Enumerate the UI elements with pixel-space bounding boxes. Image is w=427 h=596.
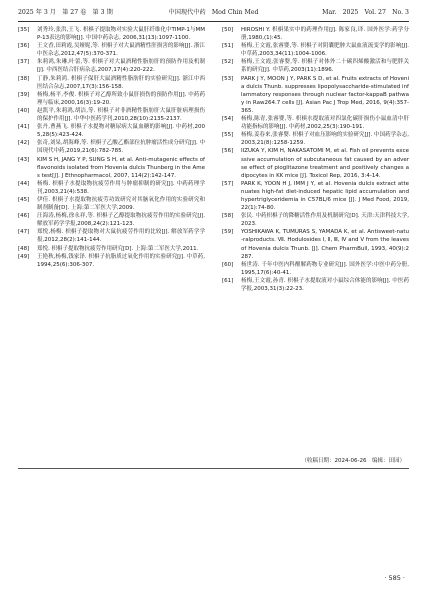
reference-text: 刘秀玲,张洪,王飞. 枳椇子提取物对实验大鼠肝纤维化中TIMP-1与MMP-13表达的影响[J]. 中国中药杂志, 2006,31(13):1097-1100.	[37, 27, 205, 42]
reference-number: [36]	[18, 43, 30, 50]
reference-text: 王文香,田莉霞,吴娅妮,等. 枳椇子对大鼠酒精性肝损害的影响[J]. 浙江中医杂志,2012,47(5):370-371.	[37, 43, 205, 58]
reference-number: [41]	[18, 124, 30, 131]
reference-text: 张奇,刘杲,胡海峰,等. 枳椇子乙酸乙酯部位抗肿瘤活性成分研究[J]. 中国现代中药,2019,21(6):782-785.	[37, 140, 205, 155]
page-number: · 585 ·	[384, 574, 405, 582]
reference-item	[18, 212, 205, 228]
reference-item	[18, 91, 205, 107]
reference-text: 丁静,朱莉鸿. 枳椇子保肝大鼠酒精性脂肪肝的实验研究[J]. 浙江中西医结合杂志,2007,17(3):156-158.	[37, 75, 205, 90]
reference-number: [53]	[222, 75, 234, 82]
reference-number: [61]	[222, 277, 234, 284]
reference-item	[222, 42, 409, 58]
reference-item	[222, 180, 409, 212]
reference-number: [51]	[222, 43, 234, 50]
received-date-note: （收稿日期：2024-06-26 编辑：田园）	[301, 458, 405, 464]
reference-item	[18, 245, 205, 253]
reference-item	[222, 147, 409, 179]
reference-number: [58]	[222, 213, 234, 220]
bottom-rule	[18, 468, 409, 469]
reference-text: 郑悦. 枳椇子提取物抗疲劳作用研究[D]. 上海:第二军医大学,2011.	[37, 245, 199, 252]
reference-number: [43]	[18, 156, 30, 163]
references-column-left	[18, 26, 205, 269]
reference-number: [42]	[18, 140, 30, 147]
reference-text: 张民. 中药枳椇子的降糖活性作用及机制研究[D]. 天津:天津科技大学,2023.	[241, 213, 409, 228]
reference-number: [59]	[222, 229, 234, 236]
reference-item	[18, 107, 205, 123]
reference-text: 王艳秋,杨梅,钱家泽. 枳椇子抗脂质过氧化作用的实验研究[J]. 中草药,1994,25(6):306-307.	[37, 253, 205, 268]
reference-text: 赵凯平,朱莉鸿,胡洁,等. 枳椇子对非酒精性脂肪肝大鼠肝脏病理损伤的保护作用[J]. 中华中医药学刊,2010,28(10):2135-2137.	[37, 107, 205, 123]
reference-item	[222, 115, 409, 131]
reference-item	[222, 212, 409, 228]
reference-number: [55]	[222, 132, 234, 139]
reference-number: [35]	[18, 27, 30, 33]
reference-number: [48]	[18, 245, 30, 252]
reference-text: IIZUKA Y, KIM H, NAKASATOMI M, et al. Fish oil prevents excessive accumulation of subcutaneous fat caused by an adverse effect of pioglitazone treatment and positively changes adipocytes in KK mice [J]. Toxicol Rep, 2016, 3:4-14.	[241, 148, 409, 179]
references-column-right	[222, 26, 409, 293]
reference-number: [57]	[222, 180, 234, 187]
reference-number: [54]	[222, 116, 234, 123]
reference-text: KIM S H, JANG Y P, SUNG S H, et al. Anti-mutagenic effects of flavonoids isolated from Hovenia dulcis Thunberg in the Ames test[J]. J Ethnopharmacol, 2007, 114(2):142-147.	[37, 156, 206, 179]
header-issue-en: Mar. 2025 Vol. 27 No. 3	[322, 9, 409, 16]
reference-item	[222, 26, 409, 42]
reference-text: PARK J Y, MOON J Y, PARK S D, et al. Fruits extracts of Hovenia dulcis Thunb. suppresses lipopolysaccharide-stimulated inflammatory responses through nuclear factor-kappaB pathway in Raw264.7 cells [J]. Asian Pac J Trop Med, 2016, 9(4):357-365.	[241, 75, 409, 114]
reference-text: 张丹,曹燕飞. 枳椇子水提物对糖尿病大鼠血糖的影响[J]. 中药材,2005,28(5):423-424.	[37, 124, 205, 139]
reference-number: [60]	[222, 261, 234, 268]
reference-number: [37]	[18, 59, 30, 66]
reference-number: [45]	[18, 196, 30, 203]
reference-text: 杨梅,陈青,张睿婴,等. 枳椇水提取液对四氯化碳肝损伤小鼠血清中肝功能指标的影响[J]. 中药材,2002,25(3):190-191.	[241, 116, 409, 131]
reference-number: [40]	[18, 107, 30, 114]
reference-text: 郑悦,杨梅. 枳椇子提取物对大鼠抗疲劳作用的比较[J]. 解放军药学学报,2012,28(2):141-144.	[37, 229, 205, 244]
reference-item	[18, 253, 205, 269]
reference-item	[18, 180, 205, 196]
reference-text: PARK K, YOON H J, IMM J Y, et al. Hovenia dulcis extract attenuates high-fat diet-induced hepatic lipid accumulation and hypertriglyceridemia in C57BL/6 mice [J]. J Med Food, 2019, 22(1):74-80.	[241, 180, 409, 212]
reference-number: [46]	[18, 213, 30, 220]
reference-item	[222, 228, 409, 260]
reference-text: YOSHIKAWA K, TUMURAS S, YAMADA K, et al. Antisweet-natu-ralproducts. Ⅶ. Hodulosides Ⅰ, Ⅱ, Ⅲ, Ⅳ and Ⅴ from the leaves of Hovenia dulcis Thunb. [J]. Chem PharmBull, 1993, 40(9):2287.	[241, 229, 409, 260]
reference-item	[18, 196, 205, 212]
reference-item	[222, 131, 409, 147]
reference-item	[18, 26, 205, 42]
reference-text: 杨梅,王文霞,张睿婴,等. 枳椇子对体外二十碳四烯酸激活和与肥胖关系的研究[J]. 中草药,2003(11):1896.	[241, 59, 409, 74]
reference-item	[222, 277, 409, 293]
reference-text: 朱莉鸿,朱琳,叶蕾,等. 枳椇子对大鼠酒精性脂肪肝的预防作用及机制[J]. 中西医结合肝病杂志,2007,17(4):220-222.	[37, 59, 205, 74]
reference-text: 杨梅,王文霞,张睿婴,等. 枳椇子对阴囊肥肿大鼠血液流变学的影响[J]. 中草药,2003,34(11):1004-1006.	[241, 43, 409, 58]
header-journal-title: 中国现代中药 Mod Chin Med	[168, 9, 259, 16]
reference-text: HIROSHI Y. 枳椇果实中的药理作用[J]. 陈家良,译. 国外医学:药学分册,1980,(1):45.	[241, 27, 409, 42]
header-issue-cn: 2025 年 3 月 第 27 卷 第 3 期	[18, 9, 113, 16]
reference-text: 杨梅,杨平,李俊. 枳椇子对乙醇所致小鼠肝损伤的预防作用[J]. 中药药理与临床,2000,16(3):19-20.	[37, 91, 205, 106]
reference-item	[222, 261, 409, 277]
reference-number: [56]	[222, 148, 234, 155]
reference-item	[18, 75, 205, 91]
reference-number: [47]	[18, 229, 30, 236]
reference-number: [39]	[18, 91, 30, 98]
header-rule	[18, 21, 409, 22]
reference-text: 汪海涛,杨梅,徐永祥,等. 枳椇子乙醇提取物抗疲劳作用的实验研究[J]. 解放军药学学报,2008,24(2):121-123.	[37, 213, 205, 228]
running-header	[18, 6, 409, 20]
reference-text: 杨梅,王文霞,孙青. 枳椇子水提取液对小鼠综合体能的影响[J]. 中医药学报,2003,31(3):22-23.	[241, 277, 409, 292]
reference-number: [44]	[18, 180, 30, 187]
reference-text: 杨世涛. 千年中医内科醒解药物专业研究[J]. 国外医学:中医中药分册,1995,17(6):40-41.	[241, 261, 409, 276]
reference-item	[18, 123, 205, 139]
reference-item	[18, 228, 205, 244]
reference-text: 杨梅. 枳椇子水提取物抗疲劳作用与肿瘤抑制的研究[J]. 中药药理学刊,2003,21(4):538.	[37, 180, 205, 195]
reference-number: [50]	[222, 27, 234, 33]
reference-item	[222, 75, 409, 115]
reference-item	[18, 42, 205, 58]
reference-item	[18, 156, 205, 180]
reference-item	[18, 139, 205, 155]
reference-text: 伊佳. 枳椇子水提取物抗疲劳功效研究对其脑氧化作用的实验研究和制剂制备[D]. 上海:第二军医大学,2009.	[37, 196, 205, 212]
reference-text: 杨梅,姜春来,张睿婴. 枳椇子对血压影响的实验研究[J]. 中国药学杂志,2003,21(8):1258-1259.	[241, 132, 409, 147]
reference-number: [38]	[18, 75, 30, 82]
reference-item	[222, 58, 409, 74]
reference-number: [52]	[222, 59, 234, 66]
reference-number: [49]	[18, 253, 30, 260]
reference-item	[18, 58, 205, 74]
